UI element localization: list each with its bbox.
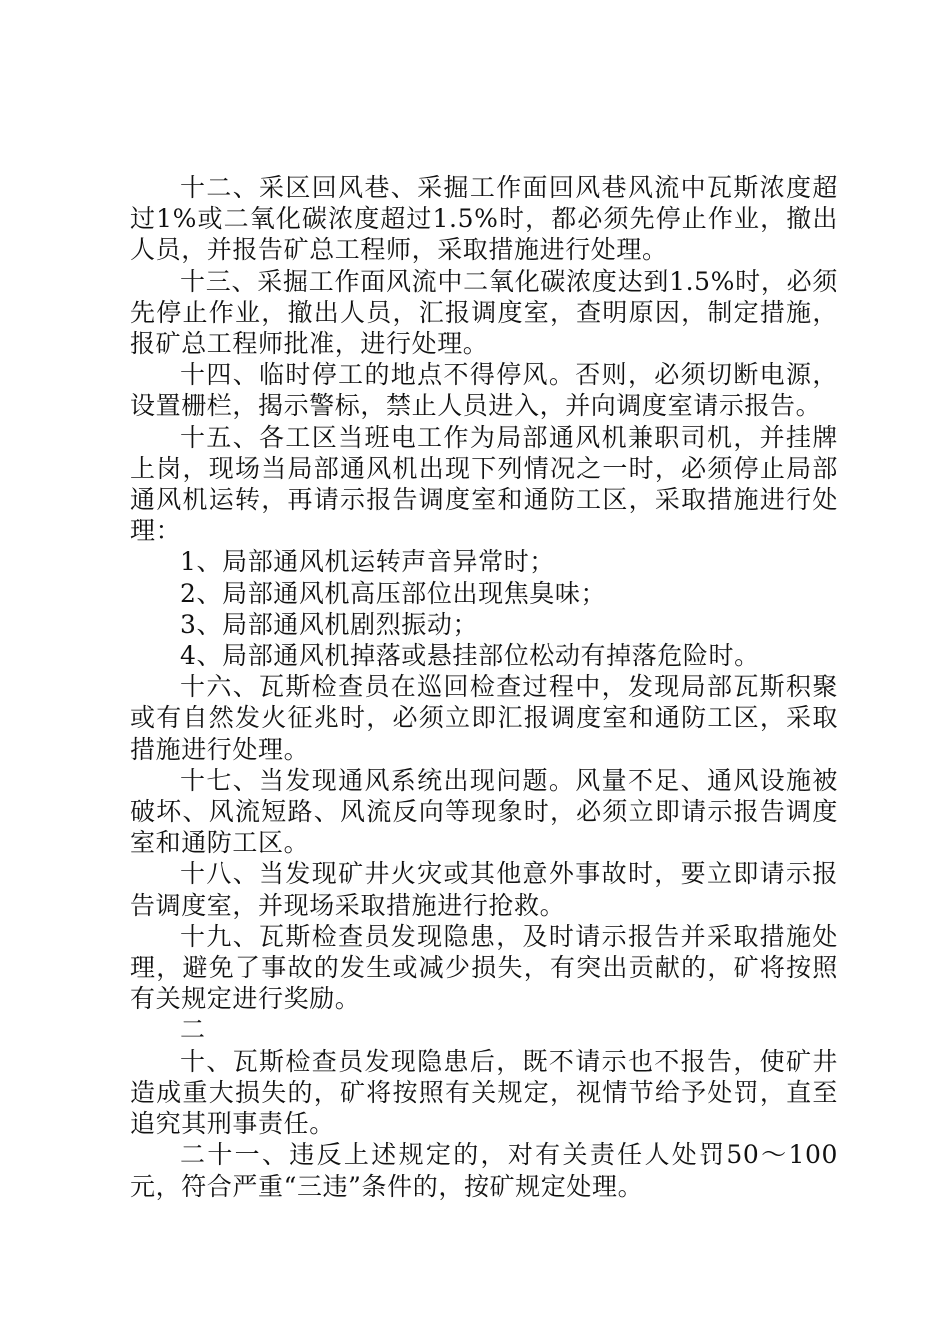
list-item-3: 3、局部通风机剧烈振动； <box>180 609 479 639</box>
paragraph-12: 十二、采区回风巷、采掘工作面回风巷风流中瓦斯浓度超过1%或二氧化碳浓度超过1.5%时，都必须先停止作业，撤出人员，并报告矿总工程师，采取措施进行处理。 <box>130 173 838 265</box>
list-item-1: 1、局部通风机运转声音异常时； <box>180 547 555 577</box>
paragraph-14: 十四、临时停工的地点不得停风。否则，必须切断电源，设置栅栏，揭示警标，禁止人员进入，并向调度室请示报告。 <box>130 360 838 421</box>
list-item-2: 2、局部通风机高压部位出现焦臭味； <box>180 578 607 608</box>
paragraph-19: 十九、瓦斯检查员发现隐患，及时请示报告并采取措施处理，避免了事故的发生或减少损失，有突出贡献的，矿将按照有关规定进行奖励。 <box>130 921 838 1014</box>
paragraph-21: 二十一、违反上述规定的，对有关责任人处罚50～100元，符合严重“三违”条件的，按矿规定处理。 <box>130 1140 838 1201</box>
list-item-4: 4、局部通风机掉落或悬挂部位松动有掉落危险时。 <box>180 641 760 671</box>
paragraph-13: 十三、采掘工作面风流中二氧化碳浓度达到1.5%时，必须先停止作业，撤出人员，汇报调度室，查明原因，制定措施，报矿总工程师批准，进行处理。 <box>130 266 838 359</box>
paragraph-18: 十八、当发现矿井火灾或其他意外事故时，要立即请示报告调度室，并现场采取措施进行抢救。 <box>130 859 838 920</box>
document-body <box>130 172 838 1202</box>
paragraph-15: 十五、各工区当班电工作为局部通风机兼职司机，并挂牌上岗，现场当局部通风机出现下列情况之一时，必须停止局部通风机运转，再请示报告调度室和通防工区，采取措施进行处理： <box>130 422 838 546</box>
paragraph-fragment: 二 <box>180 1015 206 1045</box>
paragraph-17: 十七、当发现通风系统出现问题。风量不足、通风设施被破坏、风流短路、风流反向等现象时，必须立即请示报告调度室和通防工区。 <box>130 765 838 858</box>
paragraph-20: 十、瓦斯检查员发现隐患后，既不请示也不报告，使矿井造成重大损失的，矿将按照有关规定，视情节给予处罚，直至追究其刑事责任。 <box>130 1046 838 1139</box>
paragraph-16: 十六、瓦斯检查员在巡回检查过程中，发现局部瓦斯积聚或有自然发火征兆时，必须立即汇报调度室和通防工区，采取措施进行处理。 <box>130 672 838 764</box>
